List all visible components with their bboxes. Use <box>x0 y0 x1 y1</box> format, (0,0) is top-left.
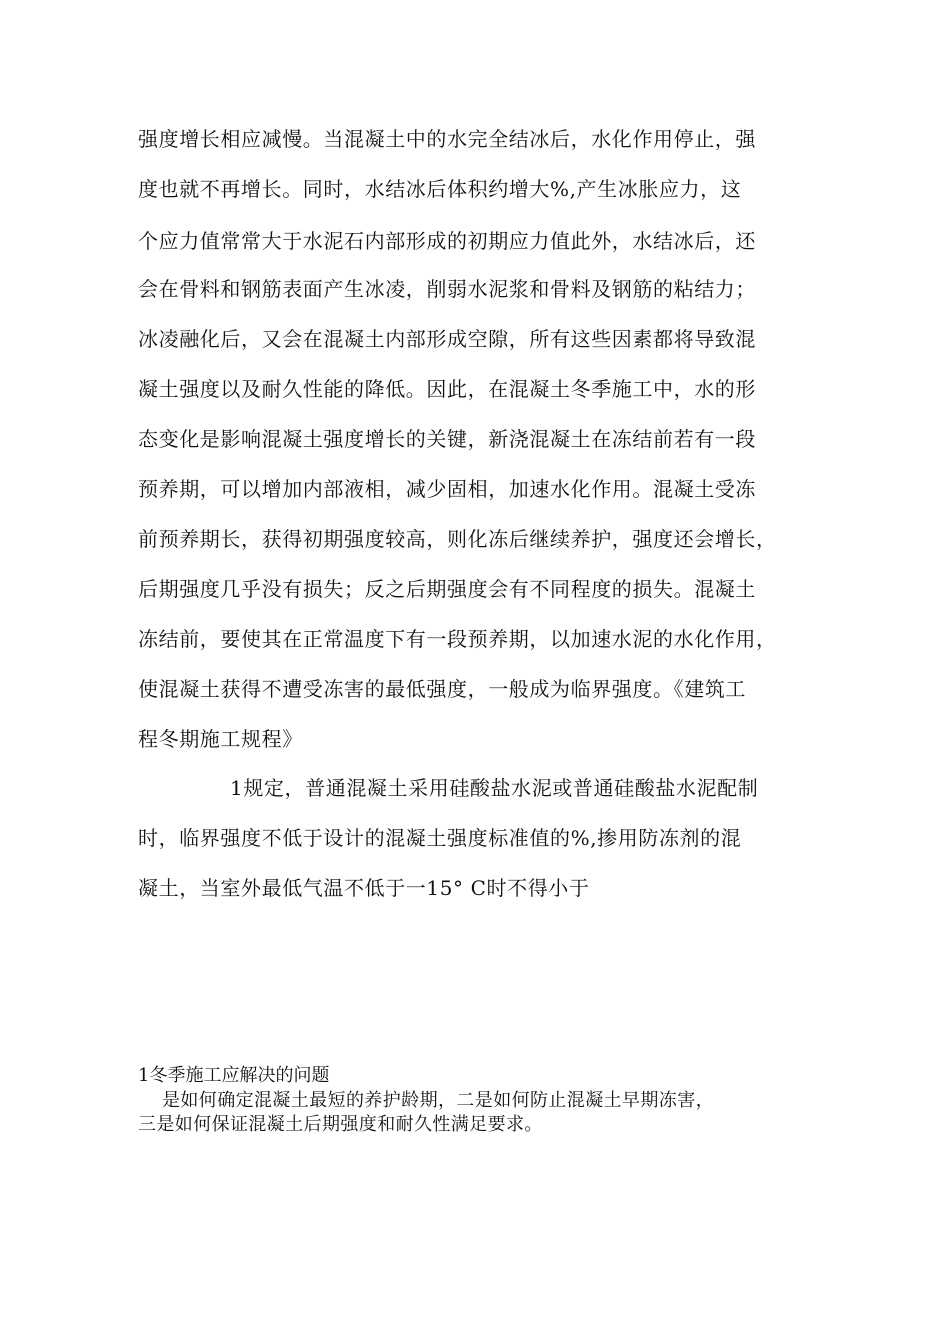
paragraph-line: 程冬期施工规程》 <box>138 727 303 751</box>
paragraph-line: 凝土，当室外最低气温不低于一15° C时不得小于 <box>138 876 590 900</box>
paragraph-line: 1规定，普通混凝土采用硅酸盐水泥或普通硅酸盐水泥配制 <box>230 776 759 800</box>
paragraph-line: 度也就不再增长。同时，水结冰后体积约增大%,产生冰胀应力，这 <box>138 177 742 201</box>
paragraph-line: 凝土强度以及耐久性能的降低。因此，在混凝土冬季施工中，水的形 <box>138 377 756 401</box>
section-heading: 1冬季施工应解决的问题 <box>138 1065 330 1086</box>
section-line: 是如何确定混凝土最短的养护龄期，二是如何防止混凝土早期冻害， <box>162 1090 714 1111</box>
paragraph-line: 预养期，可以增加内部液相，减少固相，加速水化作用。混凝土受冻 <box>138 477 756 501</box>
paragraph-line: 前预养期长，获得初期强度较高，则化冻后继续养护，强度还会增长， <box>138 527 777 551</box>
paragraph-line: 冻结前，要使其在正常温度下有一段预养期，以加速水泥的水化作用， <box>138 627 777 651</box>
paragraph-line: 会在骨料和钢筋表面产生冰凌，削弱水泥浆和骨料及钢筋的粘结力； <box>138 277 756 301</box>
paragraph-line: 使混凝土获得不遭受冻害的最低强度，一般成为临界强度。《建筑工 <box>138 677 746 701</box>
paragraph-line: 个应力值常常大于水泥石内部形成的初期应力值此外，水结冰后，还 <box>138 229 756 253</box>
section-line: 三是如何保证混凝土后期强度和耐久性满足要求。 <box>138 1114 543 1135</box>
paragraph-line: 态变化是影响混凝土强度增长的关键，新浇混凝土在冻结前若有一段 <box>138 427 756 451</box>
paragraph-line: 强度增长相应减慢。当混凝土中的水完全结冰后，水化作用停止，强 <box>138 127 756 151</box>
paragraph-line: 后期强度几乎没有损失；反之后期强度会有不同程度的损失。混凝土 <box>138 577 756 601</box>
paragraph-line: 时，临界强度不低于设计的混凝土强度标准值的%,掺用防冻剂的混 <box>138 826 742 850</box>
paragraph-line: 冰凌融化后，又会在混凝土内部形成空隙，所有这些因素都将导致混 <box>138 327 756 351</box>
